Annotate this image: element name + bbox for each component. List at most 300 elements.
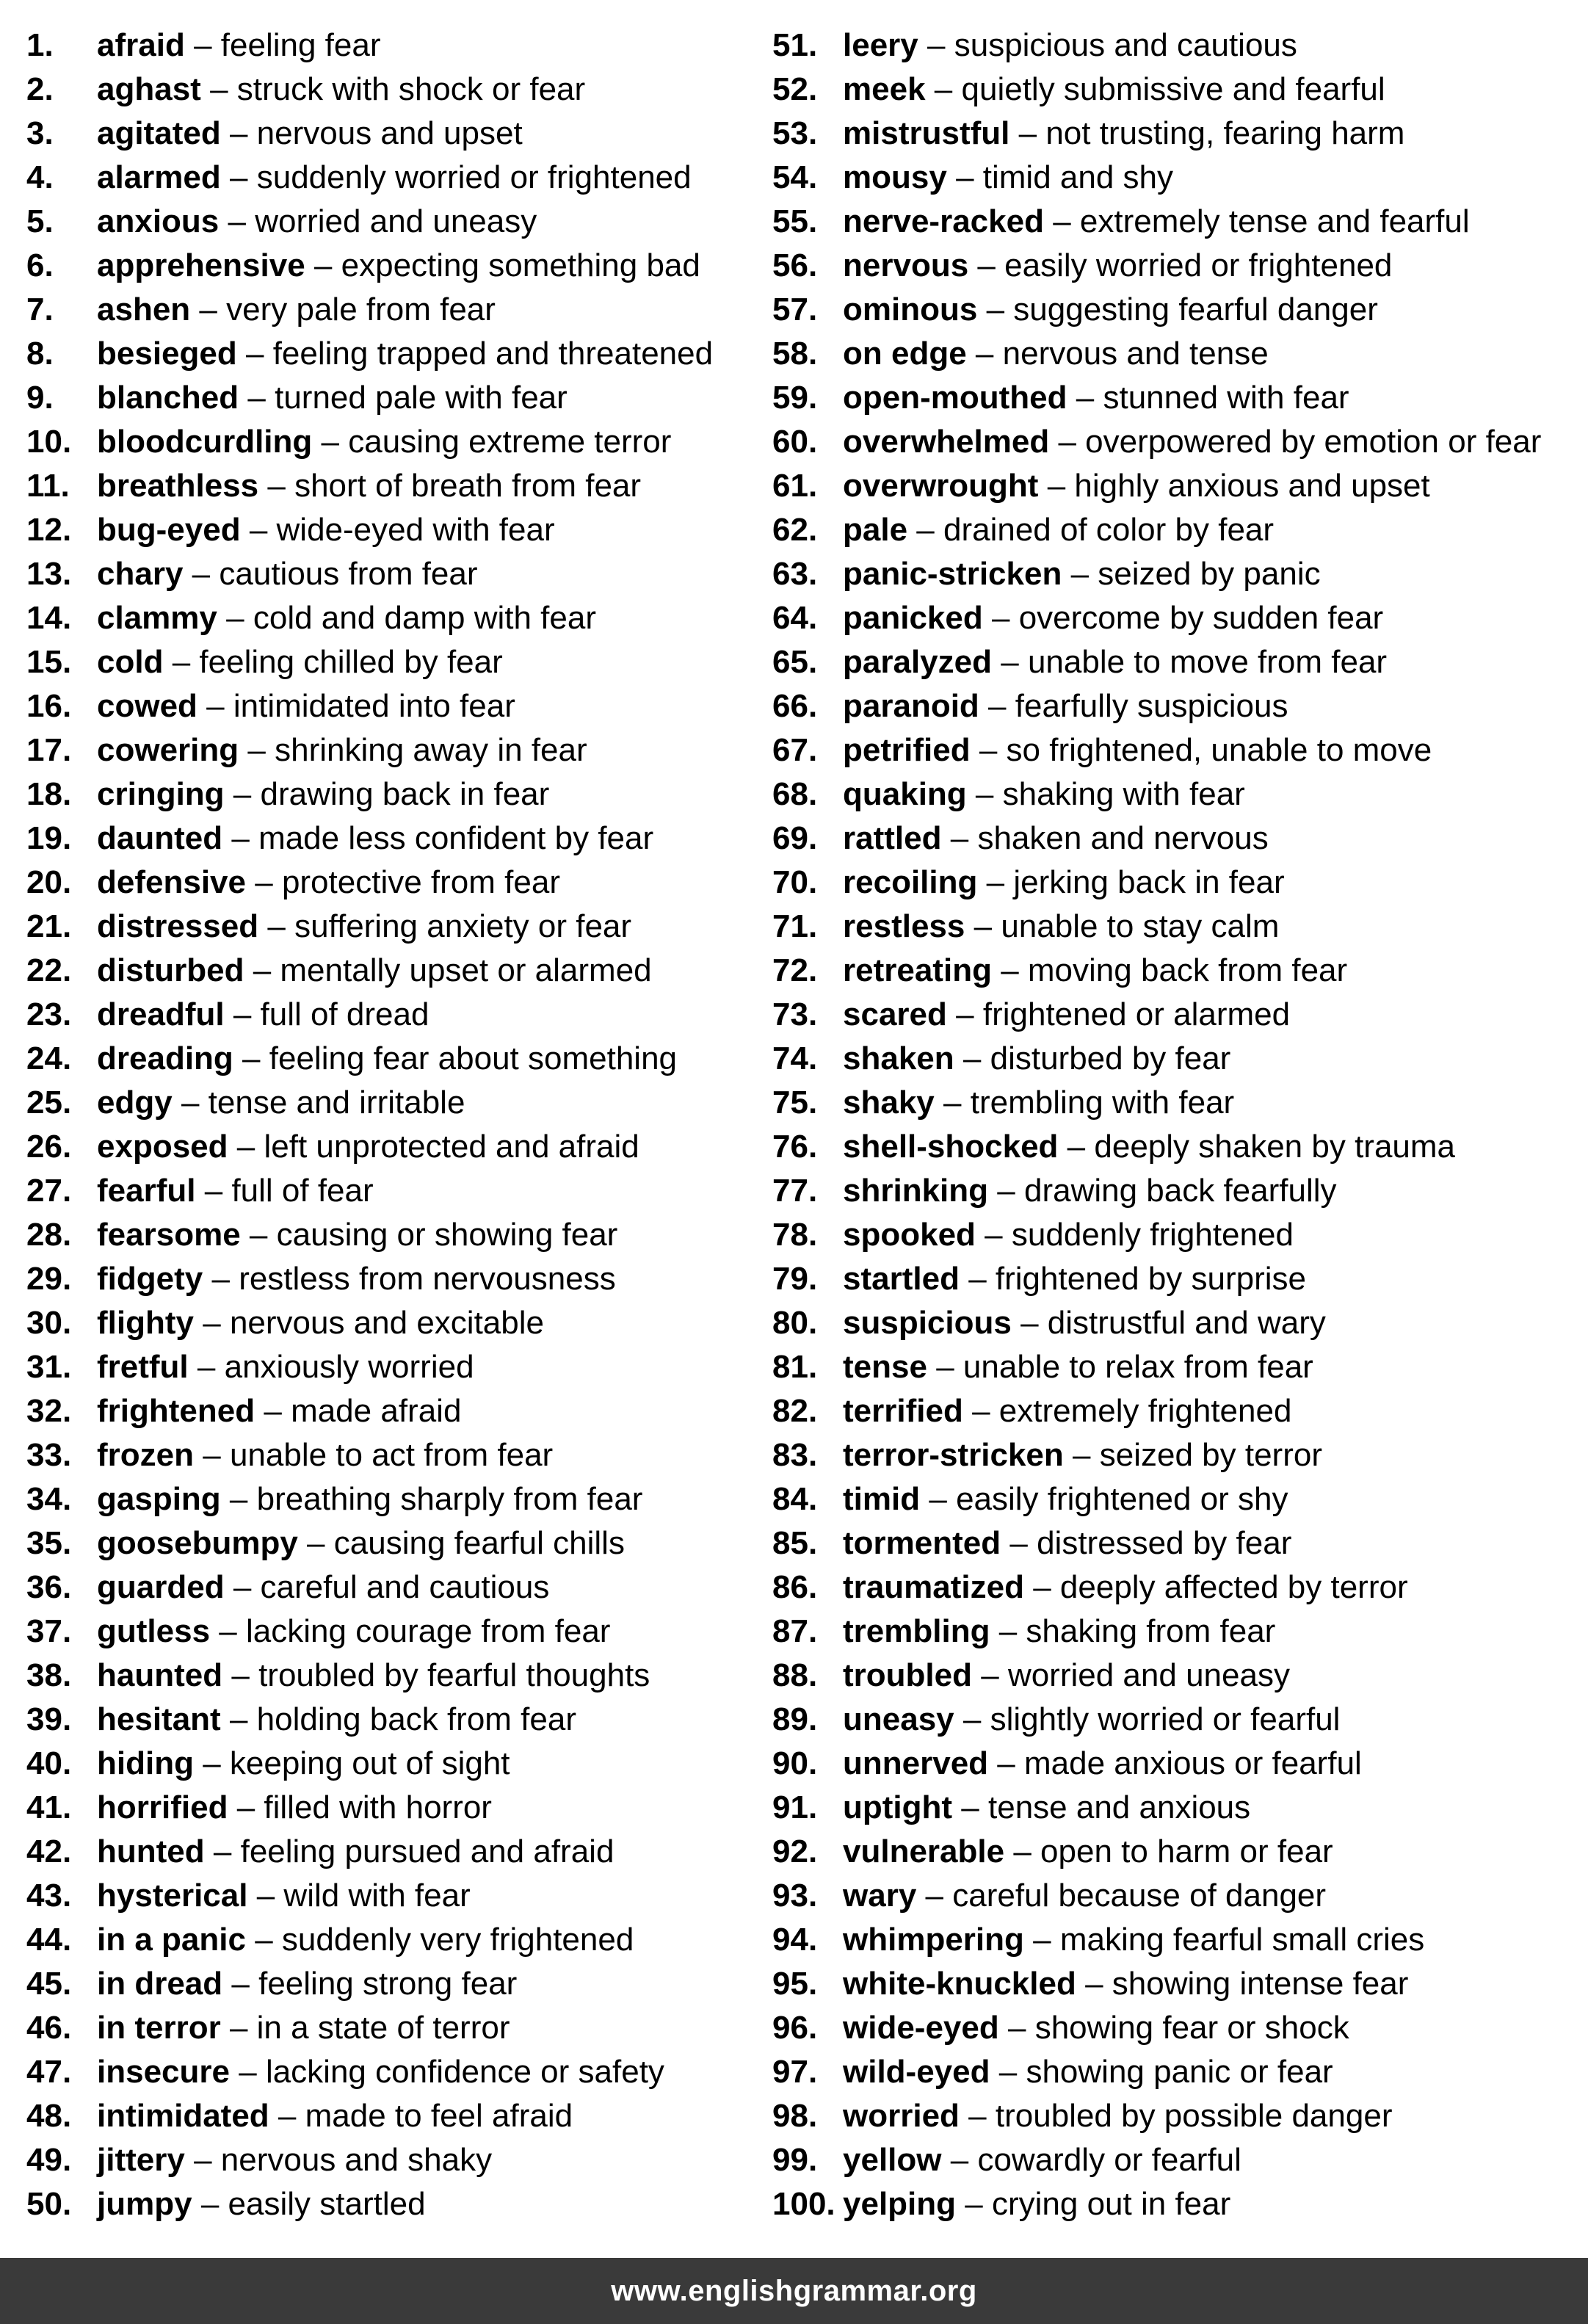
item-word: worried bbox=[843, 2098, 960, 2134]
item-word: uptight bbox=[843, 1789, 953, 1825]
item-definition: drained of color by fear bbox=[943, 512, 1275, 548]
list-item bbox=[26, 1610, 768, 1654]
list-item bbox=[772, 905, 1580, 949]
item-word: suspicious bbox=[843, 1305, 1012, 1341]
item-word: besieged bbox=[97, 336, 237, 372]
item-word: hysterical bbox=[97, 1878, 248, 1914]
item-word: agitated bbox=[97, 115, 221, 151]
list-item bbox=[26, 1654, 768, 1698]
item-number: 65. bbox=[772, 644, 818, 680]
item-separator: – bbox=[256, 1878, 275, 1914]
item-word: recoiling bbox=[843, 864, 978, 900]
item-separator: – bbox=[1007, 2010, 1026, 2046]
item-separator: – bbox=[1047, 468, 1066, 504]
item-number: 69. bbox=[772, 820, 818, 856]
list-item bbox=[772, 1654, 1580, 1698]
list-item bbox=[772, 861, 1580, 905]
item-number: 87. bbox=[772, 1613, 818, 1649]
list-item bbox=[26, 728, 768, 772]
list-item bbox=[26, 244, 768, 288]
item-word: insecure bbox=[97, 2054, 230, 2090]
list-item bbox=[26, 1786, 768, 1830]
item-definition: feeling trapped and threatened bbox=[272, 336, 714, 372]
list-item bbox=[26, 1698, 768, 1742]
item-separator: – bbox=[1058, 424, 1076, 460]
item-separator: – bbox=[210, 71, 228, 107]
list-item bbox=[772, 993, 1580, 1037]
item-word: cringing bbox=[97, 776, 225, 812]
item-word: distressed bbox=[97, 908, 259, 944]
item-definition: overpowered by emotion or fear bbox=[1085, 424, 1542, 460]
item-word: dreading bbox=[97, 1040, 233, 1076]
item-definition: easily worried or frightened bbox=[1004, 247, 1393, 283]
item-separator: – bbox=[974, 908, 993, 944]
item-word: intimidated bbox=[97, 2098, 269, 2134]
list-item bbox=[26, 200, 768, 244]
item-definition: holding back from fear bbox=[256, 1701, 576, 1737]
item-definition: making fearful small cries bbox=[1059, 1922, 1425, 1958]
item-separator: – bbox=[986, 292, 1005, 327]
item-definition: not trusting, fearing harm bbox=[1045, 115, 1405, 151]
item-separator: – bbox=[194, 27, 212, 63]
item-number: 76. bbox=[772, 1129, 818, 1165]
item-number: 82. bbox=[772, 1393, 818, 1429]
list-item bbox=[772, 1213, 1580, 1257]
list-item bbox=[772, 684, 1580, 728]
item-number: 32. bbox=[26, 1393, 72, 1429]
item-number: 98. bbox=[772, 2098, 818, 2134]
item-separator: – bbox=[307, 1525, 325, 1561]
item-separator: – bbox=[194, 2142, 212, 2178]
item-definition: feeling strong fear bbox=[258, 1966, 518, 2002]
item-definition: full of fear bbox=[231, 1173, 374, 1209]
item-word: panic-stricken bbox=[843, 556, 1062, 592]
list-item bbox=[772, 640, 1580, 684]
item-separator: – bbox=[1070, 556, 1090, 592]
list-item bbox=[26, 2050, 768, 2094]
item-number: 99. bbox=[772, 2142, 818, 2178]
item-separator: – bbox=[1067, 1129, 1086, 1165]
item-definition: lacking confidence or safety bbox=[265, 2054, 664, 2090]
item-word: fearful bbox=[97, 1173, 196, 1209]
item-word: petrified bbox=[843, 732, 971, 768]
list-item bbox=[772, 420, 1580, 464]
item-separator: – bbox=[249, 512, 268, 548]
list-item bbox=[26, 1301, 768, 1345]
item-number: 77. bbox=[772, 1173, 818, 1209]
item-word: spooked bbox=[843, 1217, 976, 1253]
item-number: 92. bbox=[772, 1834, 818, 1869]
list-item bbox=[26, 684, 768, 728]
item-definition: suggesting fearful danger bbox=[1013, 292, 1378, 327]
item-separator: – bbox=[956, 159, 974, 195]
item-definition: intimidated into fear bbox=[233, 688, 515, 724]
item-separator: – bbox=[229, 2010, 248, 2046]
item-number: 5. bbox=[26, 203, 54, 239]
list-item bbox=[772, 1257, 1580, 1301]
item-definition: nervous and upset bbox=[256, 115, 523, 151]
item-definition: careful and cautious bbox=[260, 1569, 550, 1605]
list-item bbox=[26, 1565, 768, 1610]
list-item bbox=[772, 376, 1580, 420]
item-separator: – bbox=[242, 1040, 261, 1076]
item-number: 19. bbox=[26, 820, 72, 856]
list-item bbox=[26, 68, 768, 112]
list-item bbox=[26, 1962, 768, 2006]
item-word: alarmed bbox=[97, 159, 221, 195]
item-number: 18. bbox=[26, 776, 72, 812]
item-number: 35. bbox=[26, 1525, 72, 1561]
item-definition: showing panic or fear bbox=[1026, 2054, 1333, 2090]
item-definition: nervous and tense bbox=[1002, 336, 1269, 372]
item-word: pale bbox=[843, 512, 908, 548]
item-number: 47. bbox=[26, 2054, 72, 2090]
list-item bbox=[26, 993, 768, 1037]
item-word: hiding bbox=[97, 1745, 194, 1781]
item-separator: – bbox=[233, 1569, 252, 1605]
item-separator: – bbox=[979, 732, 998, 768]
item-separator: – bbox=[962, 1040, 982, 1076]
item-definition: cold and damp with fear bbox=[253, 600, 596, 636]
list-item bbox=[772, 596, 1580, 640]
list-item bbox=[26, 552, 768, 596]
list-item bbox=[26, 112, 768, 156]
item-number: 4. bbox=[26, 159, 54, 195]
list-item bbox=[772, 1037, 1580, 1081]
item-definition: worried and uneasy bbox=[1007, 1657, 1290, 1693]
item-separator: – bbox=[213, 1834, 232, 1869]
item-definition: unable to stay calm bbox=[1001, 908, 1280, 944]
item-number: 33. bbox=[26, 1437, 72, 1473]
list-item bbox=[772, 156, 1580, 200]
item-number: 94. bbox=[772, 1922, 818, 1958]
list-item bbox=[26, 376, 768, 420]
item-definition: suspicious and cautious bbox=[954, 27, 1297, 63]
item-separator: – bbox=[321, 424, 340, 460]
word-list-column-left bbox=[26, 23, 768, 2226]
list-item bbox=[772, 1125, 1580, 1169]
item-definition: made afraid bbox=[291, 1393, 462, 1429]
item-number: 81. bbox=[772, 1349, 818, 1385]
item-number: 8. bbox=[26, 336, 54, 372]
list-item bbox=[772, 1389, 1580, 1433]
item-definition: unable to move from fear bbox=[1027, 644, 1388, 680]
item-number: 85. bbox=[772, 1525, 818, 1561]
list-item bbox=[772, 1081, 1580, 1125]
item-separator: – bbox=[192, 556, 211, 592]
list-item bbox=[26, 596, 768, 640]
item-word: fretful bbox=[97, 1349, 189, 1385]
item-definition: cautious from fear bbox=[219, 556, 478, 592]
item-separator: – bbox=[1073, 1437, 1091, 1473]
item-separator: – bbox=[925, 1878, 944, 1914]
item-word: yellow bbox=[843, 2142, 942, 2178]
list-item bbox=[26, 1433, 768, 1477]
item-word: clammy bbox=[97, 600, 217, 636]
item-definition: disturbed by fear bbox=[990, 1040, 1231, 1076]
item-separator: – bbox=[975, 776, 994, 812]
item-word: in a panic bbox=[97, 1922, 246, 1958]
item-number: 49. bbox=[26, 2142, 72, 2178]
list-item bbox=[26, 464, 768, 508]
item-separator: – bbox=[968, 1261, 987, 1297]
item-separator: – bbox=[230, 159, 248, 195]
item-separator: – bbox=[231, 1966, 250, 2002]
item-definition: nervous and excitable bbox=[229, 1305, 544, 1341]
item-word: in dread bbox=[97, 1966, 223, 2002]
item-number: 86. bbox=[772, 1569, 818, 1605]
list-item bbox=[772, 200, 1580, 244]
item-separator: – bbox=[267, 908, 286, 944]
item-number: 3. bbox=[26, 115, 54, 151]
item-number: 41. bbox=[26, 1789, 72, 1825]
list-item bbox=[26, 817, 768, 861]
list-item bbox=[26, 156, 768, 200]
item-separator: – bbox=[211, 1261, 230, 1297]
item-number: 14. bbox=[26, 600, 72, 636]
item-definition: extremely tense and fearful bbox=[1079, 203, 1470, 239]
item-number: 43. bbox=[26, 1878, 72, 1914]
item-word: startled bbox=[843, 1261, 960, 1297]
item-number: 21. bbox=[26, 908, 72, 944]
item-word: chary bbox=[97, 556, 184, 592]
item-definition: so frightened, unable to move bbox=[1006, 732, 1432, 768]
item-number: 91. bbox=[772, 1789, 818, 1825]
list-item bbox=[772, 508, 1580, 552]
item-definition: struck with shock or fear bbox=[236, 71, 586, 107]
item-word: trembling bbox=[843, 1613, 990, 1649]
list-item bbox=[772, 1830, 1580, 1874]
item-separator: – bbox=[253, 952, 272, 988]
item-separator: – bbox=[1085, 1966, 1103, 2002]
item-number: 89. bbox=[772, 1701, 818, 1737]
item-word: hunted bbox=[97, 1834, 205, 1869]
footer-website-link[interactable]: www.englishgrammar.org bbox=[611, 2274, 977, 2307]
item-definition: distrustful and wary bbox=[1047, 1305, 1326, 1341]
list-item bbox=[772, 1169, 1580, 1213]
item-definition: slightly worried or fearful bbox=[990, 1701, 1341, 1737]
list-item bbox=[772, 112, 1580, 156]
item-number: 42. bbox=[26, 1834, 72, 1869]
item-word: wide-eyed bbox=[843, 2010, 999, 2046]
item-word: edgy bbox=[97, 1085, 173, 1121]
item-definition: cowardly or fearful bbox=[977, 2142, 1241, 2178]
item-definition: feeling chilled by fear bbox=[199, 644, 503, 680]
item-definition: easily frightened or shy bbox=[956, 1481, 1288, 1517]
item-word: frozen bbox=[97, 1437, 194, 1473]
item-definition: jerking back in fear bbox=[1013, 864, 1285, 900]
item-number: 63. bbox=[772, 556, 818, 592]
item-definition: tense and anxious bbox=[988, 1789, 1251, 1825]
item-separator: – bbox=[943, 1085, 962, 1121]
list-item bbox=[772, 2138, 1580, 2182]
item-separator: – bbox=[226, 600, 244, 636]
item-definition: easily startled bbox=[228, 2186, 426, 2222]
item-definition: worried and uneasy bbox=[255, 203, 537, 239]
item-number: 72. bbox=[772, 952, 818, 988]
item-definition: anxiously worried bbox=[224, 1349, 474, 1385]
item-word: leery bbox=[843, 27, 918, 63]
item-number: 57. bbox=[772, 292, 818, 327]
item-definition: drawing back in fear bbox=[260, 776, 550, 812]
item-word: guarded bbox=[97, 1569, 225, 1605]
item-word: bug-eyed bbox=[97, 512, 241, 548]
list-item bbox=[772, 1345, 1580, 1389]
item-word: gutless bbox=[97, 1613, 211, 1649]
item-number: 25. bbox=[26, 1085, 72, 1121]
item-number: 22. bbox=[26, 952, 72, 988]
footer-bar bbox=[0, 2258, 1588, 2324]
item-separator: – bbox=[267, 468, 286, 504]
item-separator: – bbox=[975, 336, 994, 372]
item-definition: suddenly very frightened bbox=[281, 1922, 634, 1958]
item-separator: – bbox=[264, 1393, 282, 1429]
item-separator: – bbox=[203, 1745, 221, 1781]
item-word: aghast bbox=[97, 71, 201, 107]
item-word: jittery bbox=[97, 2142, 185, 2178]
item-definition: frightened or alarmed bbox=[982, 996, 1291, 1032]
item-definition: overcome by sudden fear bbox=[1018, 600, 1384, 636]
item-word: shaken bbox=[843, 1040, 954, 1076]
list-item bbox=[26, 1169, 768, 1213]
item-separator: – bbox=[1053, 203, 1071, 239]
item-number: 6. bbox=[26, 247, 54, 283]
item-separator: – bbox=[934, 71, 953, 107]
item-number: 38. bbox=[26, 1657, 72, 1693]
item-separator: – bbox=[206, 688, 225, 724]
item-definition: very pale from fear bbox=[226, 292, 496, 327]
item-number: 60. bbox=[772, 424, 818, 460]
item-word: mistrustful bbox=[843, 115, 1010, 151]
list-item bbox=[772, 1786, 1580, 1830]
list-item bbox=[772, 817, 1580, 861]
item-definition: left unprotected and afraid bbox=[264, 1129, 639, 1165]
item-separator: – bbox=[231, 1657, 250, 1693]
item-word: ashen bbox=[97, 292, 191, 327]
item-word: rattled bbox=[843, 820, 942, 856]
item-definition: feeling fear about something bbox=[269, 1040, 678, 1076]
item-separator: – bbox=[203, 1305, 221, 1341]
item-number: 79. bbox=[772, 1261, 818, 1297]
item-number: 93. bbox=[772, 1878, 818, 1914]
item-word: wild-eyed bbox=[843, 2054, 990, 2090]
list-item bbox=[772, 1918, 1580, 1962]
item-separator: – bbox=[998, 2054, 1018, 2090]
item-definition: wide-eyed with fear bbox=[276, 512, 555, 548]
item-definition: causing or showing fear bbox=[276, 1217, 618, 1253]
item-number: 9. bbox=[26, 380, 54, 416]
item-separator: – bbox=[961, 1789, 979, 1825]
item-word: uneasy bbox=[843, 1701, 954, 1737]
item-number: 27. bbox=[26, 1173, 72, 1209]
item-word: gasping bbox=[97, 1481, 221, 1517]
item-word: haunted bbox=[97, 1657, 223, 1693]
item-number: 66. bbox=[772, 688, 818, 724]
list-item bbox=[772, 1301, 1580, 1345]
item-separator: – bbox=[988, 688, 1007, 724]
item-number: 10. bbox=[26, 424, 72, 460]
item-definition: suddenly frightened bbox=[1011, 1217, 1294, 1253]
list-item bbox=[772, 464, 1580, 508]
list-item bbox=[772, 288, 1580, 332]
item-separator: – bbox=[233, 776, 252, 812]
item-word: flighty bbox=[97, 1305, 194, 1341]
item-definition: deeply shaken by trauma bbox=[1094, 1129, 1456, 1165]
item-separator: – bbox=[1018, 115, 1037, 151]
item-number: 95. bbox=[772, 1966, 818, 2002]
item-definition: made to feel afraid bbox=[305, 2098, 573, 2134]
list-item bbox=[26, 2138, 768, 2182]
list-item bbox=[26, 1213, 768, 1257]
item-number: 50. bbox=[26, 2186, 72, 2222]
item-number: 28. bbox=[26, 1217, 72, 1253]
list-item bbox=[772, 332, 1580, 376]
list-item bbox=[26, 1874, 768, 1918]
list-item bbox=[26, 332, 768, 376]
item-number: 61. bbox=[772, 468, 818, 504]
item-word: paranoid bbox=[843, 688, 979, 724]
item-separator: – bbox=[172, 644, 191, 680]
list-item bbox=[772, 949, 1580, 993]
item-separator: – bbox=[929, 1481, 947, 1517]
item-separator: – bbox=[965, 2186, 983, 2222]
item-word: overwrought bbox=[843, 468, 1039, 504]
list-item bbox=[26, 2006, 768, 2050]
item-definition: lacking courage from fear bbox=[246, 1613, 611, 1649]
item-number: 31. bbox=[26, 1349, 72, 1385]
item-definition: suddenly worried or frightened bbox=[256, 159, 692, 195]
item-separator: – bbox=[236, 1789, 255, 1825]
word-list-column-right bbox=[772, 23, 1580, 2226]
item-number: 24. bbox=[26, 1040, 72, 1076]
item-word: disturbed bbox=[97, 952, 244, 988]
item-number: 71. bbox=[772, 908, 818, 944]
item-word: wary bbox=[843, 1878, 917, 1914]
list-item bbox=[772, 1521, 1580, 1565]
item-word: timid bbox=[843, 1481, 921, 1517]
item-separator: – bbox=[1009, 1525, 1028, 1561]
item-separator: – bbox=[200, 2186, 220, 2222]
item-definition: deeply affected by terror bbox=[1059, 1569, 1408, 1605]
list-item bbox=[26, 508, 768, 552]
item-separator: – bbox=[199, 292, 217, 327]
item-number: 75. bbox=[772, 1085, 818, 1121]
item-word: meek bbox=[843, 71, 926, 107]
item-definition: distressed by fear bbox=[1037, 1525, 1292, 1561]
list-item bbox=[26, 2182, 768, 2226]
list-item bbox=[26, 1081, 768, 1125]
list-item bbox=[26, 1830, 768, 1874]
item-word: nervous bbox=[843, 247, 969, 283]
list-item bbox=[26, 905, 768, 949]
item-number: 17. bbox=[26, 732, 72, 768]
list-item bbox=[772, 1742, 1580, 1786]
item-number: 67. bbox=[772, 732, 818, 768]
list-item bbox=[26, 1125, 768, 1169]
item-separator: – bbox=[962, 1701, 982, 1737]
item-definition: seized by panic bbox=[1098, 556, 1321, 592]
item-definition: mentally upset or alarmed bbox=[280, 952, 652, 988]
item-number: 74. bbox=[772, 1040, 818, 1076]
item-number: 26. bbox=[26, 1129, 72, 1165]
item-separator: – bbox=[972, 1393, 990, 1429]
list-item bbox=[26, 1477, 768, 1521]
item-word: mousy bbox=[843, 159, 947, 195]
item-separator: – bbox=[229, 1481, 248, 1517]
item-definition: troubled by fearful thoughts bbox=[258, 1657, 650, 1693]
item-definition: expecting something bad bbox=[341, 247, 700, 283]
item-word: cowed bbox=[97, 688, 197, 724]
